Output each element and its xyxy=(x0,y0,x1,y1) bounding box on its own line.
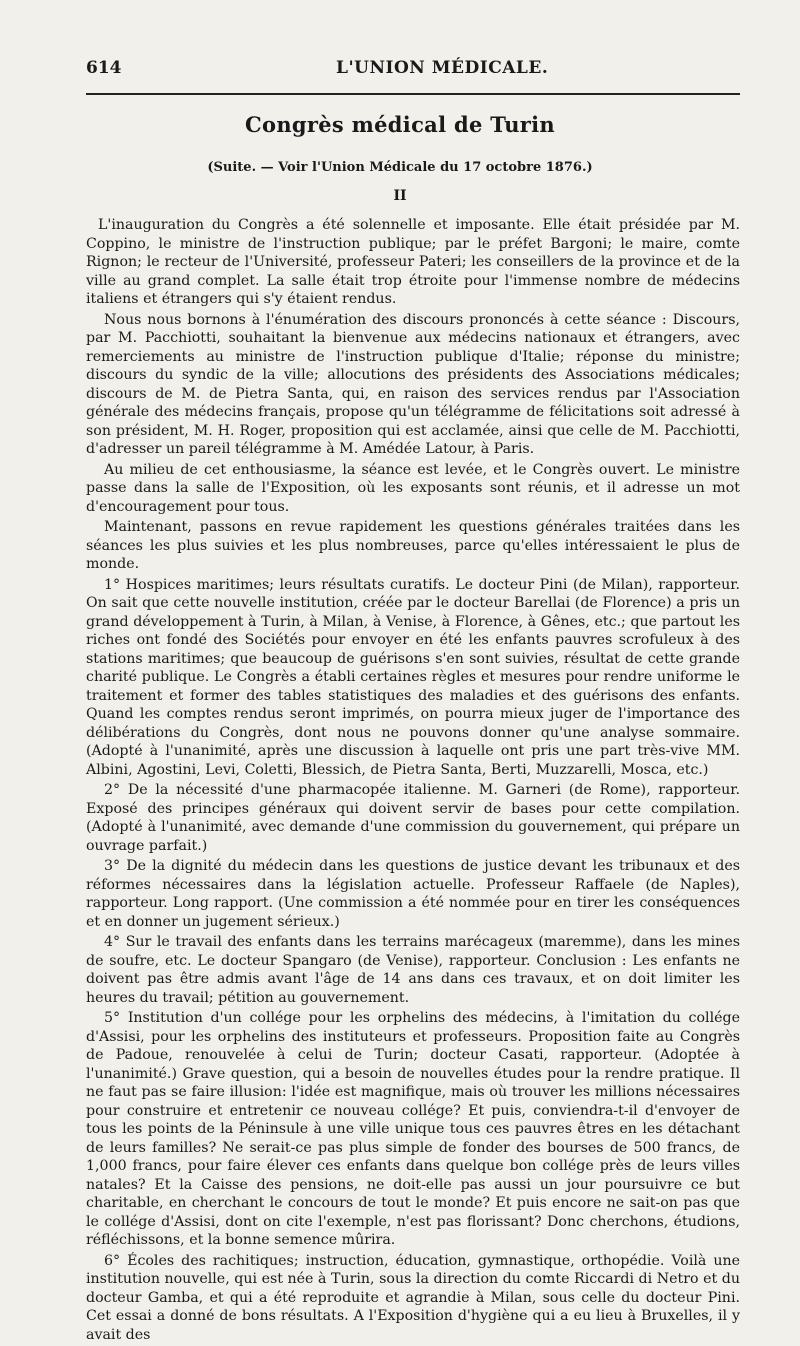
paragraph-inauguration: L'inauguration du Congrès a été solennelle et imposante. Elle était présidée par M. Coppino, le ministre de l'instruction publique; par le préfet Bargoni; le maire, comte Rignon; le recteur de l'Université, professeur Pateri; les conseillers de la province et de la ville au grand complet. La salle était trop étroite pour l'immense nombre de médecins italiens et étrangers qui s'y étaient rendus. xyxy=(86,217,740,307)
paragraph-enthusiasm: Au milieu de cet enthousiasme, la séance est levée, et le Congrès ouvert. Le ministre passe dans la salle de l'Exposition, où les exposants sont réunis, et il adresse un mot d'encouragement pour tous. xyxy=(86,461,740,515)
paragraph-item-3: 3° De la dignité du médecin dans les questions de justice devant les tribunaux et des réformes nécessaires dans la législation actuelle. Professeur Raffaele (de Naples), rapporteur. Long rapport. (Une commission a été nommée pour en tirer les conséquences et en donner un jugement sérieux.) xyxy=(86,858,740,930)
paragraph-review: Maintenant, passons en revue rapidement les questions générales traitées dans les séances les plus suivies et les plus nombreuses, parce qu'elles intéressaient le plus de monde. xyxy=(86,519,740,572)
running-head xyxy=(86,58,736,86)
journal-title: L'UNION MÉDICALE. xyxy=(336,58,549,78)
article-title: Congrès médical de Turin xyxy=(245,112,555,137)
page-number: 614 xyxy=(86,58,122,78)
paragraph-item-4: 4° Sur le travail des enfants dans les terrains marécageux (maremme), dans les mines de soufre, etc. Le docteur Spangaro (de Venise), rapporteur. Conclusion : Les enfants ne doivent pas être admis avant l'âge de 14 ans dans ces travaux, et on doit limiter les heures du travail; pétition au gouvernement. xyxy=(86,934,740,1006)
section-numeral: II xyxy=(393,188,407,204)
paragraph-item-6: 6° Écoles des rachitiques; instruction, éducation, gymnastique, orthopédie. Voilà une institution nouvelle, qui est née à Turin, sous la direction du comte Riccardi di Netro et du docteur Gamba, et qui a été reproduite et agrandie à Milan, sous celle du docteur Pini. Cet essai a donné de bons résultats. A l'Exposition d'hygiène qui a eu lieu à Bruxelles, il y avait des xyxy=(86,1252,740,1343)
paragraph-speeches: Nous nous bornons à l'énumération des discours prononcés à cette séance : Discours, par M. Pacchiotti, souhaitant la bienvenue aux médecins nationaux et étrangers, avec remerciements au ministre de l'instruction publique d'Italie; réponse du ministre; discours du syndic de la ville; allocutions des présidents des Associations médicales; discours de M. de Pietra Santa, qui, en raison des services rendus par l'Association générale des médecins français, propose qu'un télégramme de félicitations soit adressé à son président, M. H. Roger, proposition qui est acclamée, ainsi que celle de M. Pacchiotti, d'adresser un pareil télégramme à M. Amédée Latour, à Paris. xyxy=(86,311,740,457)
paragraph-item-1: 1° Hospices maritimes; leurs résultats curatifs. Le docteur Pini (de Milan), rapporteur. On sait que cette nouvelle institution, créée par le docteur Barellai (de Florence) a pris un grand développement à Turin, à Milan, à Venise, à Florence, à Gênes, etc.; que partout les riches ont fondé des Sociétés pour envoyer en été les enfants pauvres scrofuleux à des stations maritimes; que beaucoup de guérisons s'en sont suivies, résultat de cette grande charité publique. Le Congrès a établi certaines règles et mesures pour rendre uniforme le traitement et former des tables statistiques des maladies et des guérisons des enfants. Quand les comptes rendus seront imprimés, on pourra mieux juger de l'importance des délibérations du Congrès, dont nous ne pouvons donner qu'une analyse sommaire. (Adopté à l'unanimité, après une discussion à laquelle ont pris une part très-vive MM. Albini, Agostini, Levi, Coletti, Blessich, de Pietra Santa, Berti, Muzzarelli, Mosca, etc.) xyxy=(86,576,740,778)
article-body xyxy=(86,216,740,1346)
paragraph-item-5: 5° Institution d'un collége pour les orphelins des médecins, à l'imitation du collége d'Assisi, pour les orphelins des instituteurs et professeurs. Proposition faite au Congrès de Padoue, renouvelée à celui de Turin; docteur Casati, rapporteur. (Adoptée à l'unanimité.) Grave question, qui a besoin de nouvelles études pour la rendre pratique. Il ne faut pas se faire illusion: l'idée est magnifique, mais où trouver les millions nécessaires pour construire et entretenir ce nouveau collége? Et puis, conviendra-t-il d'envoyer de tous les points de la Péninsule à une ville unique tous ces pauvres êtres en les détachant de leurs familles? Ne serait-ce pas plus simple de fonder des bourses de 500 francs, de 1,000 francs, pour faire élever ces enfants dans quelque bon collége près de leurs villes natales? Et la Caisse des pensions, ne doit-elle pas aussi un jour poursuivre ce but charitable, en cherchant le concours de tout le monde? Et puis encore ne sait-on pas que le collége d'Assisi, dont on cite l'exemple, n'est pas florissant? Donc cherchons, étudions, réfléchissons, et la bonne semence mûrira. xyxy=(86,1010,740,1248)
header-rule xyxy=(86,93,740,95)
paragraph-item-2: 2° De la nécessité d'une pharmacopée italienne. M. Garneri (de Rome), rapporteur. Exposé des principes généraux qui doivent servir de bases pour cette compilation. (Adopté à l'unanimité, avec demande d'une commission du gouvernement, qui prépare un ouvrage parfait.) xyxy=(86,782,740,854)
article-subtitle: (Suite. — Voir l'Union Médicale du 17 octobre 1876.) xyxy=(207,160,593,175)
